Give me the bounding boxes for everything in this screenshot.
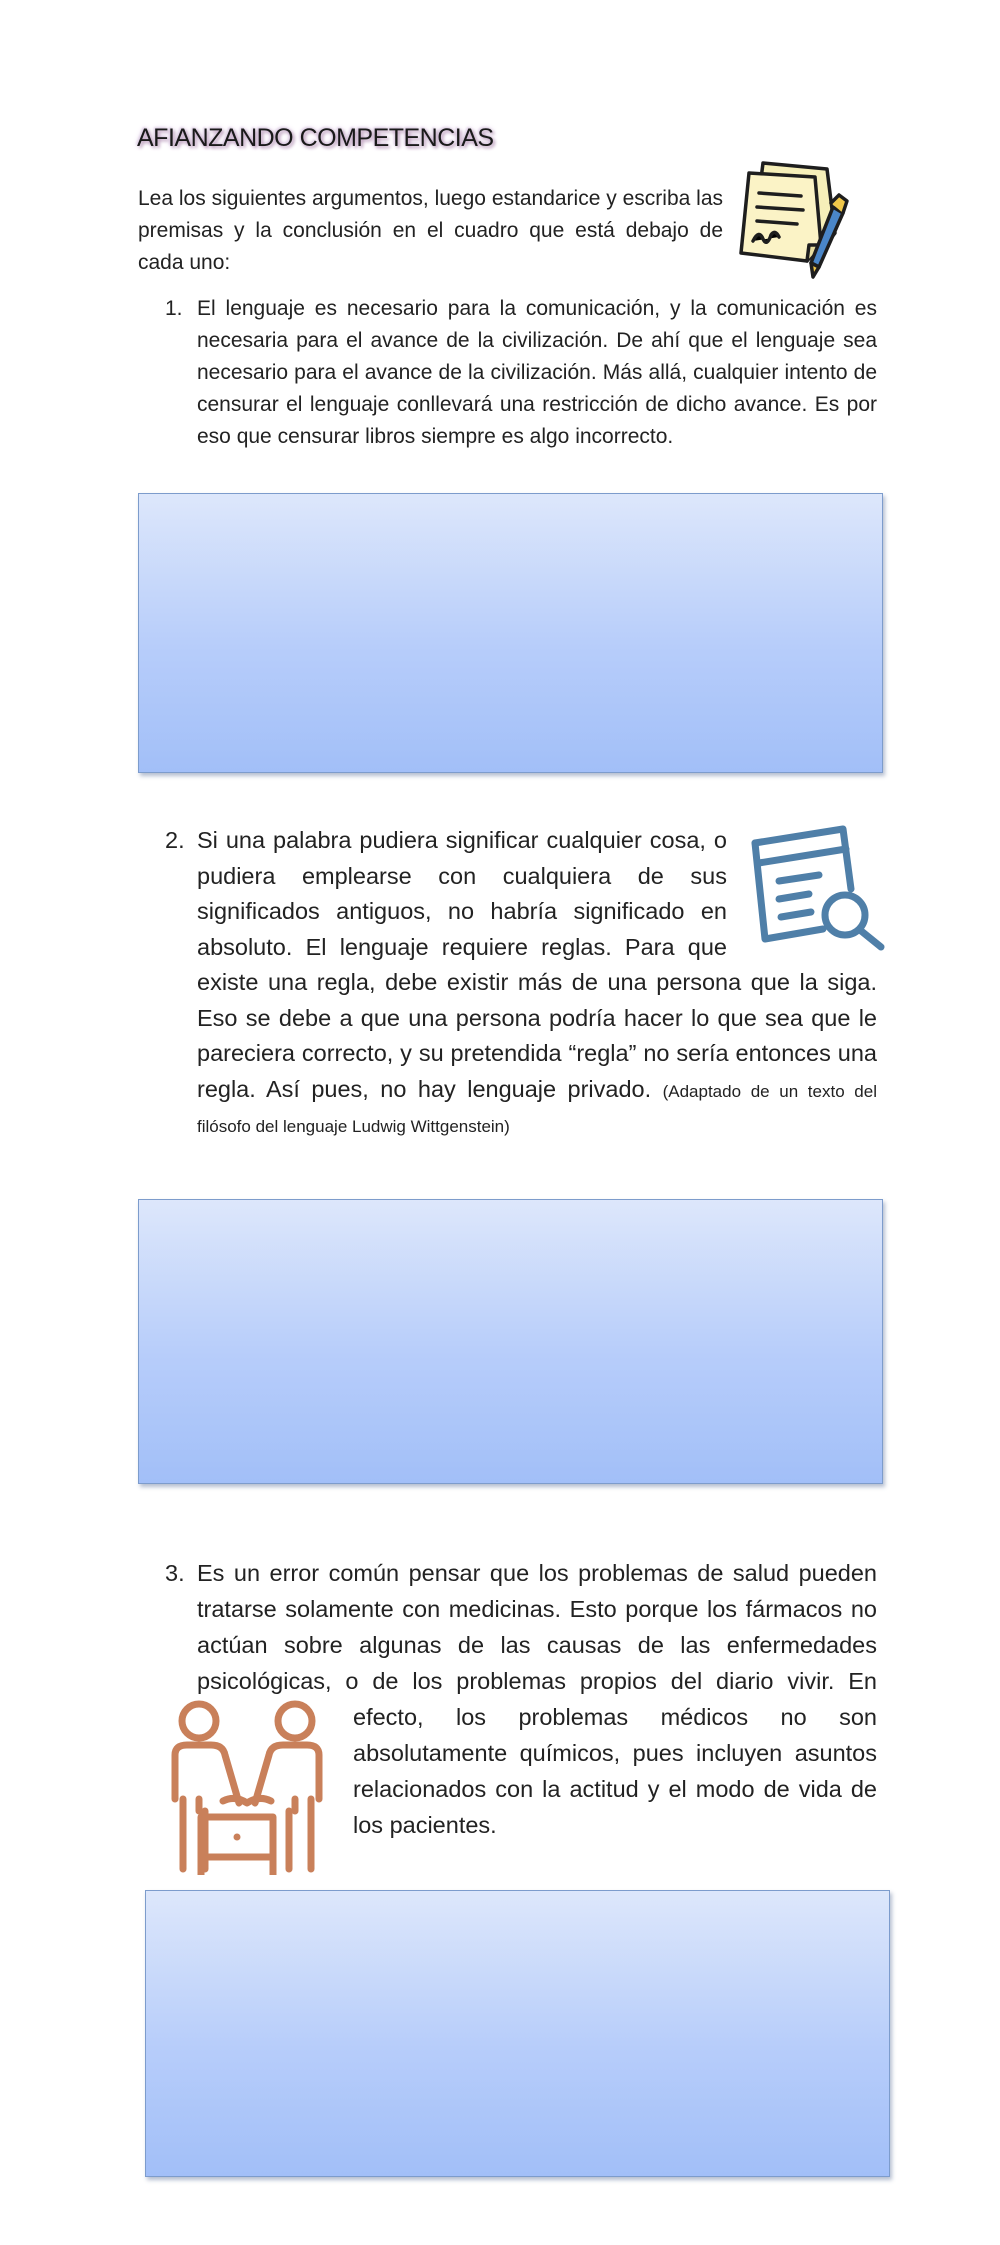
page-title: AFIANZANDO COMPETENCIAS bbox=[137, 124, 494, 152]
argument-2 bbox=[165, 823, 877, 1143]
argument-text: Es un error común pensar que los problemas de salud pueden tratarse solamente con medicinas. Esto porque los fármacos no actúan sobre algunas de las causas de las enfermedades psicológicas, o de los problemas propios del diario vivir. En efecto, los problemas médicos no son absolutamente químicos, pues incluyen asuntos relacionados con la actitud y el modo de vida de los pacientes. bbox=[197, 1560, 877, 1838]
answer-box-2[interactable] bbox=[138, 1199, 883, 1484]
argument-1 bbox=[165, 293, 877, 453]
item-number: 1. bbox=[165, 297, 183, 320]
instructions: Lea los siguientes argumentos, luego estandarice y escriba las premisas y la conclusión en el cuadro que está debajo de cada uno: bbox=[138, 187, 723, 274]
source-note: (Adaptado de un texto del filósofo del lenguaje Ludwig Wittgenstein) bbox=[197, 1081, 877, 1136]
argument-3 bbox=[165, 1555, 877, 1883]
desk-drawer-icon bbox=[195, 1809, 279, 1879]
answer-box-3[interactable] bbox=[145, 1890, 890, 2177]
item-number: 3. bbox=[165, 1560, 185, 1586]
argument-text: Si una palabra pudiera significar cualquier cosa, o pudiera emplearse con cualquiera de sus significados antiguos, no habría significado en absoluto. El lenguaje requiere reglas. Para que existe una regla, debe existir más de una persona que la siga. Eso se debe a que una persona podría hacer lo que sea que le pareciera correcto, y su pretendida “regla” no sería entonces una regla. Así pues, no hay lenguaje privado. bbox=[197, 827, 877, 1102]
answer-box-1[interactable] bbox=[138, 493, 883, 773]
document-search-icon bbox=[749, 823, 889, 951]
argument-text: El lenguaje es necesario para la comunicación, y la comunicación es necesaria para el avance de la civilización. De ahí que el lenguaje sea necesario para el avance de la civilización. Más allá, cualquier intento de censurar el lenguaje conllevará una restricción de dicho avance. Es por eso que censurar libros siempre es algo incorrecto. bbox=[197, 297, 877, 448]
item-number: 2. bbox=[165, 827, 185, 853]
document-with-pen-icon bbox=[735, 155, 855, 280]
